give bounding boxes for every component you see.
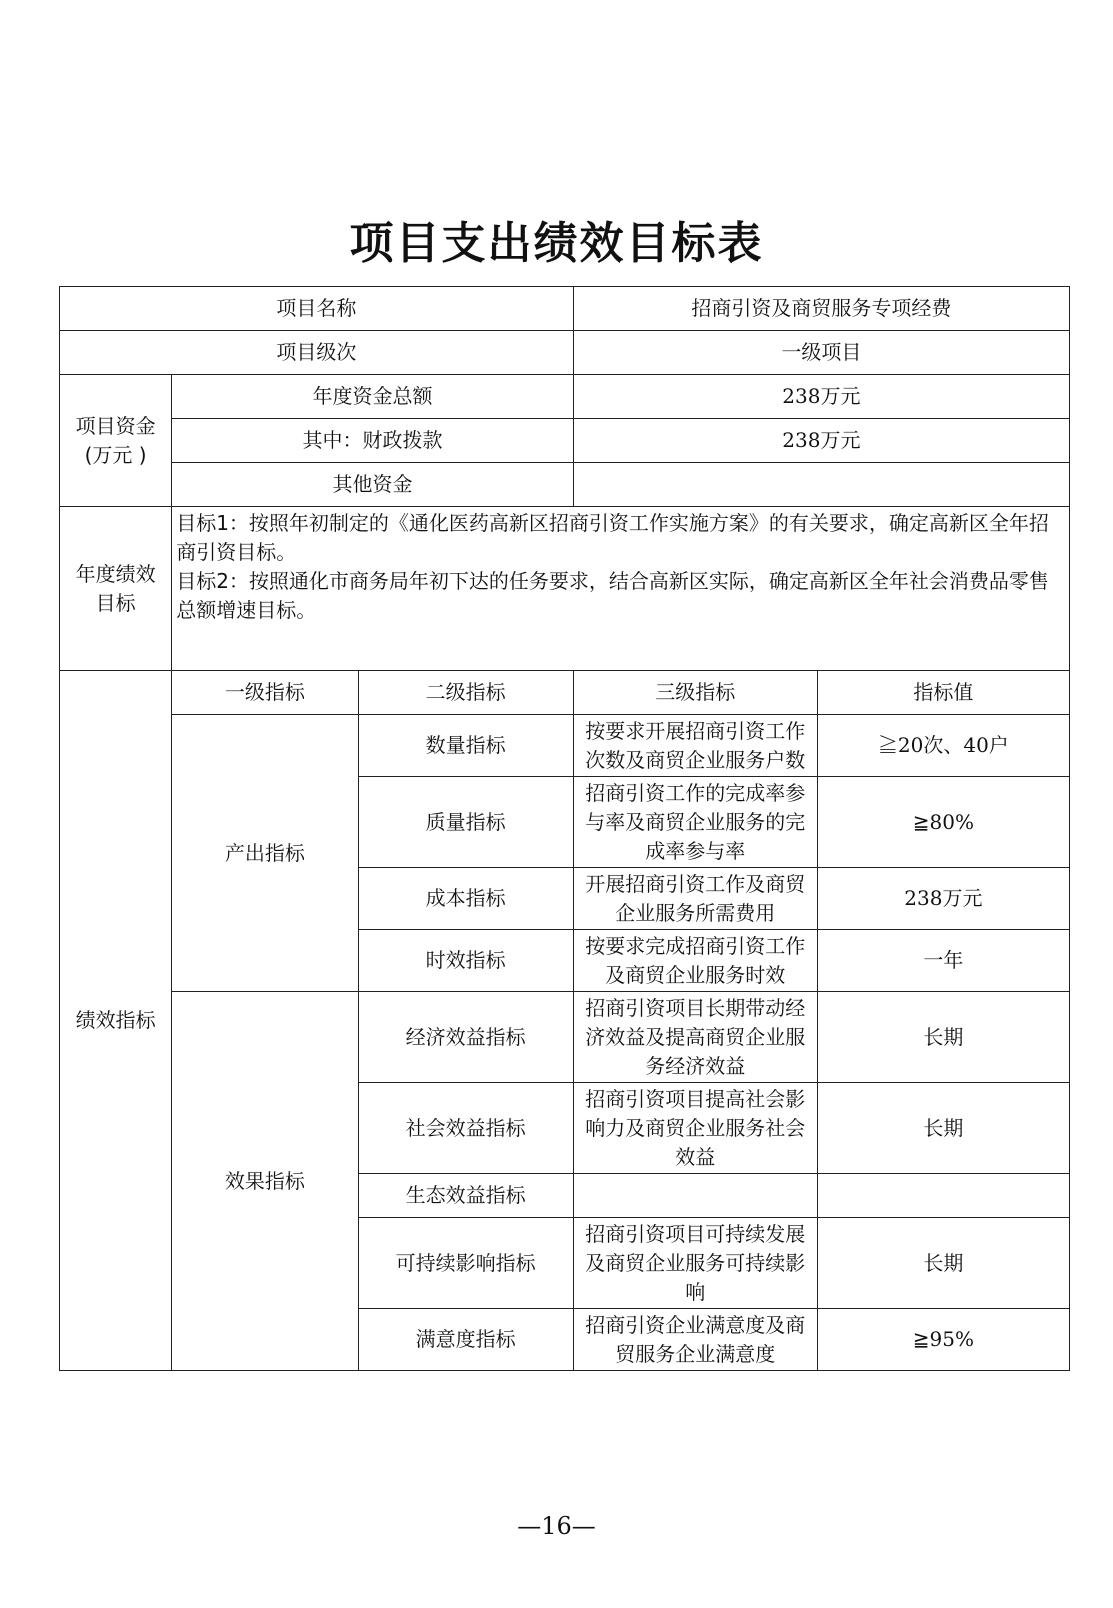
row-funds-other	[60, 463, 1070, 507]
funds-other-label: 其他资金	[172, 463, 574, 507]
level2-cell: 成本指标	[358, 868, 573, 930]
row-funds-total	[60, 375, 1070, 419]
level2-cell: 满意度指标	[358, 1309, 573, 1371]
value-cell: ≧80%	[817, 777, 1069, 868]
funds-fiscal-label: 其中：财政拨款	[172, 419, 574, 463]
level3-cell	[573, 1174, 817, 1218]
project-name-label: 项目名称	[60, 287, 574, 331]
header-level1: 一级指标	[172, 671, 358, 715]
level2-cell: 时效指标	[358, 930, 573, 992]
level3-cell: 招商引资项目提高社会影响力及商贸企业服务社会效益	[573, 1083, 817, 1174]
row-indicator-headers	[60, 671, 1070, 715]
value-cell: 长期	[817, 992, 1069, 1083]
level3-cell: 招商引资工作的完成率参与率及商贸企业服务的完成率参与率	[573, 777, 817, 868]
value-cell: 238万元	[817, 868, 1069, 930]
row-project-level	[60, 331, 1070, 375]
value-cell: ≧20次、40户	[817, 715, 1069, 777]
level2-cell: 社会效益指标	[358, 1083, 573, 1174]
level3-cell: 招商引资项目可持续发展及商贸企业服务可持续影响	[573, 1218, 817, 1309]
row-funds-fiscal	[60, 419, 1070, 463]
page-number: —16—	[517, 1512, 596, 1540]
level2-cell: 经济效益指标	[358, 992, 573, 1083]
level2-cell: 可持续影响指标	[358, 1218, 573, 1309]
value-cell: 一年	[817, 930, 1069, 992]
project-level-value: 一级项目	[573, 331, 1069, 375]
funds-label	[60, 375, 172, 507]
funds-total-value: 238万元	[573, 375, 1069, 419]
project-level-label: 项目级次	[60, 331, 574, 375]
row-project-name	[60, 287, 1070, 331]
row-annual-goals	[60, 507, 1070, 671]
funds-fiscal-value: 238万元	[573, 419, 1069, 463]
page-title: 项目支出绩效目标表	[349, 218, 764, 269]
table-row	[60, 992, 1070, 1083]
level2-cell: 质量指标	[358, 777, 573, 868]
level3-cell: 招商引资项目长期带动经济效益及提高商贸企业服务经济效益	[573, 992, 817, 1083]
funds-total-label: 年度资金总额	[172, 375, 574, 419]
indicators-label: 绩效指标	[60, 671, 172, 1371]
goal-1: 目标1：按照年初制定的《通化医药高新区招商引资工作实施方案》的有关要求，确定高新区全年招商引资目标。	[176, 511, 1049, 564]
header-level2: 二级指标	[358, 671, 573, 715]
level2-cell: 生态效益指标	[358, 1174, 573, 1218]
value-cell: 长期	[817, 1083, 1069, 1174]
performance-goal-table	[59, 286, 1070, 1371]
annual-goals-label-line1: 年度绩效	[75, 561, 156, 586]
level3-cell: 按要求完成招商引资工作及商贸企业服务时效	[573, 930, 817, 992]
project-name-value: 招商引资及商贸服务专项经费	[573, 287, 1069, 331]
goal-2: 目标2：按照通化市商务局年初下达的任务要求，结合高新区实际，确定高新区全年社会消费品零售总额增速目标。	[176, 569, 1049, 622]
level3-cell: 开展招商引资工作及商贸企业服务所需费用	[573, 868, 817, 930]
level2-cell: 数量指标	[358, 715, 573, 777]
header-level3: 三级指标	[573, 671, 817, 715]
table-row	[60, 715, 1070, 777]
effect-indicator-label: 效果指标	[172, 992, 358, 1371]
funds-label-line1: 项目资金	[75, 413, 156, 438]
header-value: 指标值	[817, 671, 1069, 715]
value-cell: ≧95%	[817, 1309, 1069, 1371]
level3-cell: 按要求开展招商引资工作次数及商贸企业服务户数	[573, 715, 817, 777]
value-cell: 长期	[817, 1218, 1069, 1309]
level3-cell: 招商引资企业满意度及商贸服务企业满意度	[573, 1309, 817, 1371]
annual-goals-label	[60, 507, 172, 671]
funds-label-line2: (万元 )	[84, 442, 147, 467]
output-indicator-label: 产出指标	[172, 715, 358, 992]
value-cell	[817, 1174, 1069, 1218]
annual-goals-label-line2: 目标	[95, 590, 136, 615]
funds-other-value	[573, 463, 1069, 507]
annual-goals-text	[172, 507, 1070, 671]
